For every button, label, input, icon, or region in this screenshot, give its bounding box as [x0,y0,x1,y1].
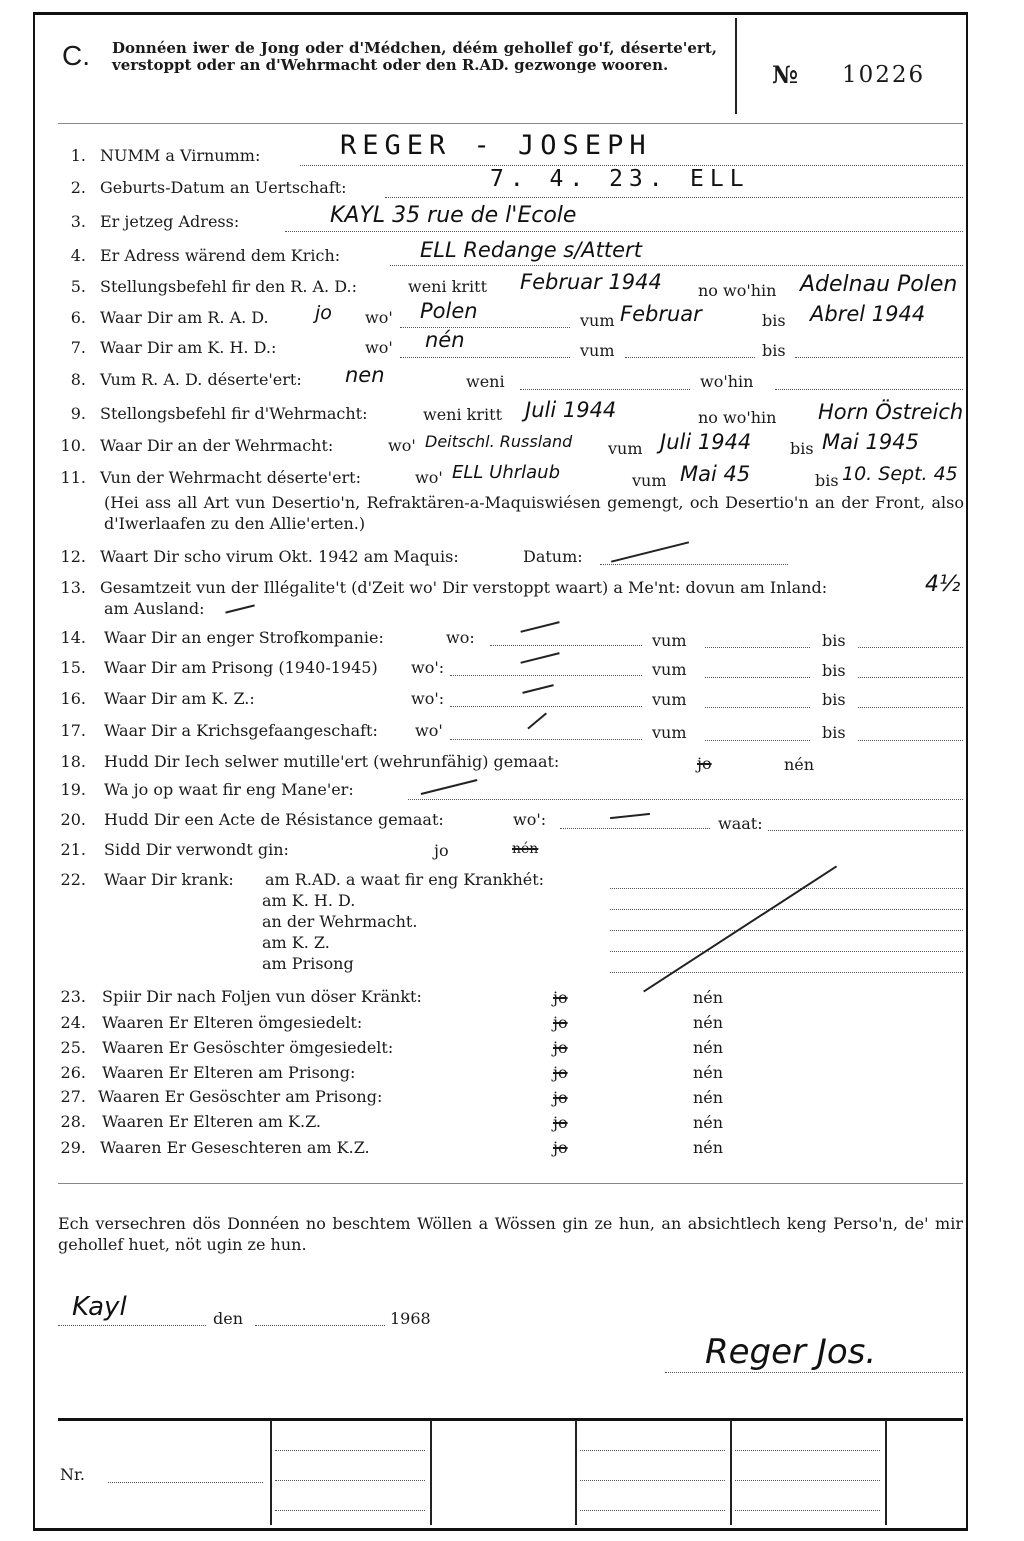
item-label: Waar Dir krank: [104,870,234,889]
item-label: Waar Dir am K. Z.: [104,689,255,708]
rad-from: Februar [620,302,702,326]
rad-to: Abrel 1944 [810,302,926,326]
nr-label: Nr. [60,1465,85,1484]
form-bottom-rule [33,1528,968,1531]
item-label: Waar Dir an der Wehrmacht: [100,436,334,455]
item-number: 9. [70,404,86,423]
item-label: Waaren Er Elteren ömgesiedelt: [102,1013,363,1032]
item-label: Er Adress wärend dem Krich: [100,246,341,265]
vum-label: vum [652,660,687,679]
fill-line [275,1450,425,1451]
name-value: REGER - JOSEPH [340,130,652,161]
item-number: 20. [60,810,86,829]
header-divider [735,18,737,114]
fill-line [735,1480,880,1481]
weni-kritt-label: weni kritt [423,405,502,424]
nen-option: nén [693,1138,724,1157]
wehrmacht-to: Mai 1945 [822,430,919,454]
item-label: Hudd Dir Iech selwer mutille'ert (wehrunfähig) gemaat: [104,752,560,771]
footer-column-divider [270,1420,272,1525]
nen-option: nén [693,988,724,1007]
item-number: 17. [60,721,86,740]
nen-option: nén [784,755,815,774]
rad-order-place: Adelnau Polen [800,272,958,297]
weni-label: weni [466,372,505,391]
current-address-value: KAYL 35 rue de l'Ecole [330,203,577,228]
footer-column-divider [730,1420,732,1525]
bis-label: bis [822,631,846,650]
signature-place: Kayl [72,1292,127,1322]
wo-label: wo': [411,689,445,708]
vum-label: vum [580,311,615,330]
bis-label: bis [762,311,786,330]
item-label: Gesamtzeit vun der Illégalite't (d'Zeit wo' Dir verstoppt waart) a Me'nt: dovun am Inland: [100,578,828,597]
footer-column-divider [430,1420,432,1525]
illness-khd: am K. H. D. [262,891,356,910]
wo-label: wo' [415,468,443,487]
fill-line [450,739,642,740]
desertion-note: (Hei ass all Art vun Desertio'n, Refraktären-a-Maquiswiésen gemengt, och Desertio'n an der Front, also d'Iwerlaafen zu den Allie'erten.) [104,493,964,533]
wo-label: wo: [446,628,475,647]
illness-rad: am R.AD. a waat fir eng Krankhét: [265,870,545,889]
fill-line [775,389,963,390]
item-number: 14. [60,628,86,647]
fill-line [450,675,642,676]
khd-place: nén [425,328,465,352]
item-number: 28. [60,1112,86,1131]
jo-option: jo [434,841,449,860]
nen-option: nén [693,1113,724,1132]
item-number: 5. [70,277,86,296]
signature: Reger Jos. [705,1332,877,1372]
item-label: Vun der Wehrmacht déserte'ert: [100,468,361,487]
item-number: 24. [60,1013,86,1032]
nen-option-struck: nén [512,841,539,857]
item-number: 15. [60,658,86,677]
bis-label: bis [762,341,786,360]
desert-to: 10. Sept. 45 [842,463,958,485]
item-label: Waart Dir scho virum Okt. 1942 am Maquis: [100,547,459,566]
item-label: Waaren Er Gesöschter am Prisong: [98,1087,383,1106]
birth-place-value: ELL [690,166,750,192]
fill-line [385,197,963,198]
fill-line [858,647,963,648]
weni-kritt-label: weni kritt [408,277,487,296]
fill-line [768,830,963,831]
fill-line [275,1480,425,1481]
jo-option-struck: jo [553,1038,568,1057]
fill-line [705,677,810,678]
no-wohin-label: no wo'hin [698,408,777,427]
bis-label: bis [822,690,846,709]
item-label: Wa jo op waat fir eng Mane'er: [104,780,354,799]
fill-line [858,740,963,741]
bis-label: bis [815,471,839,490]
fill-line [255,1325,385,1326]
item-number: 11. [60,468,86,487]
wo-label: wo' [388,436,416,455]
form-title: Donnéen iwer de Jong oder d'Médchen, déém gehollef go'f, déserte'ert, verstoppt oder an d'Wehrmacht oder den R.AD. gezwonge wooren. [112,39,717,74]
fill-line [705,647,810,648]
den-label: den [213,1309,244,1328]
item-number: 22. [60,870,86,889]
item-label: NUMM a Virnumm: [100,146,261,165]
wehrmacht-place: Deitschl. Russland [425,432,573,451]
item-number: 21. [60,840,86,859]
fill-line [490,645,642,646]
item-label: Waar Dir am Prisong (1940-1945) [104,658,378,677]
fill-line [705,707,810,708]
nen-option: nén [693,1063,724,1082]
fill-line [625,357,755,358]
illness-wehrmacht: an der Wehrmacht. [262,912,418,931]
wehrmacht-order-place: Horn Östreich [818,400,964,424]
ausland-label: am Ausland: [104,599,205,618]
item-label: Stellongsbefehl fir d'Wehrmacht: [100,404,368,423]
fill-line [580,1480,725,1481]
fill-line [450,706,642,707]
item-label: Waaren Er Gesöschter ömgesiedelt: [102,1038,394,1057]
fill-line [858,677,963,678]
vum-label: vum [652,723,687,742]
fill-line [735,1510,880,1511]
fill-line [610,951,963,952]
fill-line [705,740,810,741]
fill-line [665,1372,963,1373]
jo-option-struck: jo [553,1088,568,1107]
item-label: Waaren Er Elteren am Prisong: [102,1063,356,1082]
vum-label: vum [580,341,615,360]
fill-line [610,972,963,973]
item-number: 2. [70,178,86,197]
item-number: 27. [60,1087,86,1106]
nen-option: nén [693,1038,724,1057]
item-number: 25. [60,1038,86,1057]
vum-label: vum [608,439,643,458]
jo-option-struck: jo [553,1113,568,1132]
jo-option-struck: jo [697,754,712,773]
item-label: Waar Dir a Krichsgefaangeschaft: [104,721,378,740]
rad-place: Polen [420,299,478,323]
desert-from: Mai 45 [680,462,751,486]
section-letter: C. [62,40,90,71]
wehrmacht-from: Juli 1944 [660,430,752,454]
fill-line [285,231,963,232]
item-label: Spiir Dir nach Foljen vun döser Kränkt: [102,987,422,1006]
jo-option-struck: jo [553,1013,568,1032]
item-number: 12. [60,547,86,566]
nen-option: nén [693,1088,724,1107]
rad-order-date: Februar 1944 [520,270,662,294]
declaration-text: Ech versechren dös Donnéen no beschtem Wöllen a Wössen gin ze hun, an absichtlech keng Perso'n, de' mir gehollef huet, nöt ugin ze hun. [58,1214,963,1254]
item-number: 29. [60,1138,86,1157]
birth-date-value: 7. 4. 23. [490,166,669,192]
item-number: 7. [70,338,86,357]
item-label: Waar Dir an enger Strofkompanie: [104,628,384,647]
item-number: 4. [70,246,86,265]
wo-label: wo' [415,721,443,740]
number-symbol: № [772,60,799,89]
bis-label: bis [790,439,814,458]
wo-label: wo' [365,308,393,327]
bis-label: bis [822,723,846,742]
jo-option-struck: jo [553,1063,568,1082]
item-number: 19. [60,780,86,799]
illness-prisong: am Prisong [262,954,354,973]
rad-answer: jo [315,302,332,324]
fill-line [858,707,963,708]
item-number: 13. [60,578,86,597]
fill-line [735,1450,880,1451]
item-label: Stellungsbefehl fir den R. A. D.: [100,277,357,296]
footer-column-divider [575,1420,577,1525]
item-label: Waaren Er Geseschteren am K.Z. [100,1138,370,1157]
item-number: 16. [60,689,86,708]
jo-option-struck: jo [553,1138,568,1157]
fill-line [580,1510,725,1511]
wo-label: wo' [365,338,393,357]
rad-desert-answer: nen [345,363,385,387]
item-label: Geburts-Datum an Uertschaft: [100,178,347,197]
datum-label: Datum: [523,547,583,566]
item-number: 1. [70,146,86,165]
wo-label: wo': [513,810,547,829]
wohin-label: wo'hin [700,372,754,391]
item-label: Waaren Er Elteren am K.Z. [102,1112,322,1131]
inland-months: 4½ [925,572,961,597]
vum-label: vum [652,690,687,709]
war-address-value: ELL Redange s/Attert [420,238,642,262]
vum-label: vum [652,631,687,650]
fill-line [610,930,963,931]
jo-option-struck: jo [553,988,568,1007]
fill-line [610,909,963,910]
item-label: Hudd Dir een Acte de Résistance gemaat: [104,810,444,829]
waat-label: waat: [718,814,763,833]
item-number: 10. [60,436,86,455]
footer-column-divider [885,1420,887,1525]
item-label: Er jetzeg Adress: [100,212,240,231]
item-number: 6. [70,308,86,327]
item-number: 23. [60,987,86,1006]
fill-line [275,1510,425,1511]
item-label: Waar Dir am R. A. D. [100,308,269,327]
wo-label: wo': [411,658,445,677]
item-label: Waar Dir am K. H. D.: [100,338,277,357]
item-label: Sidd Dir verwondt gin: [104,840,289,859]
header-separator [58,123,963,124]
wehrmacht-order-date: Juli 1944 [525,398,617,422]
fill-line [108,1482,263,1483]
signature-year: 1968 [390,1309,431,1328]
fill-line [400,357,570,358]
item-number: 8. [70,370,86,389]
fill-line [560,828,710,829]
form-number: 10226 [842,62,926,88]
fill-line [795,357,963,358]
illness-kz: am K. Z. [262,933,330,952]
item-number: 26. [60,1063,86,1082]
fill-line [390,265,963,266]
item-number: 18. [60,752,86,771]
fill-line [610,888,963,889]
fill-line [520,389,690,390]
fill-line [408,799,963,800]
fill-line [580,1450,725,1451]
desert-place: ELL Uhrlaub [452,462,560,483]
vum-label: vum [632,471,667,490]
item-label: Vum R. A. D. déserte'ert: [100,370,302,389]
fill-line [58,1325,206,1326]
item-number: 3. [70,212,86,231]
no-wohin-label: no wo'hin [698,281,777,300]
bis-label: bis [822,661,846,680]
fill-line [600,564,788,565]
footer-top-rule [58,1418,963,1421]
nen-option: nén [693,1013,724,1032]
declaration-separator [58,1183,963,1184]
